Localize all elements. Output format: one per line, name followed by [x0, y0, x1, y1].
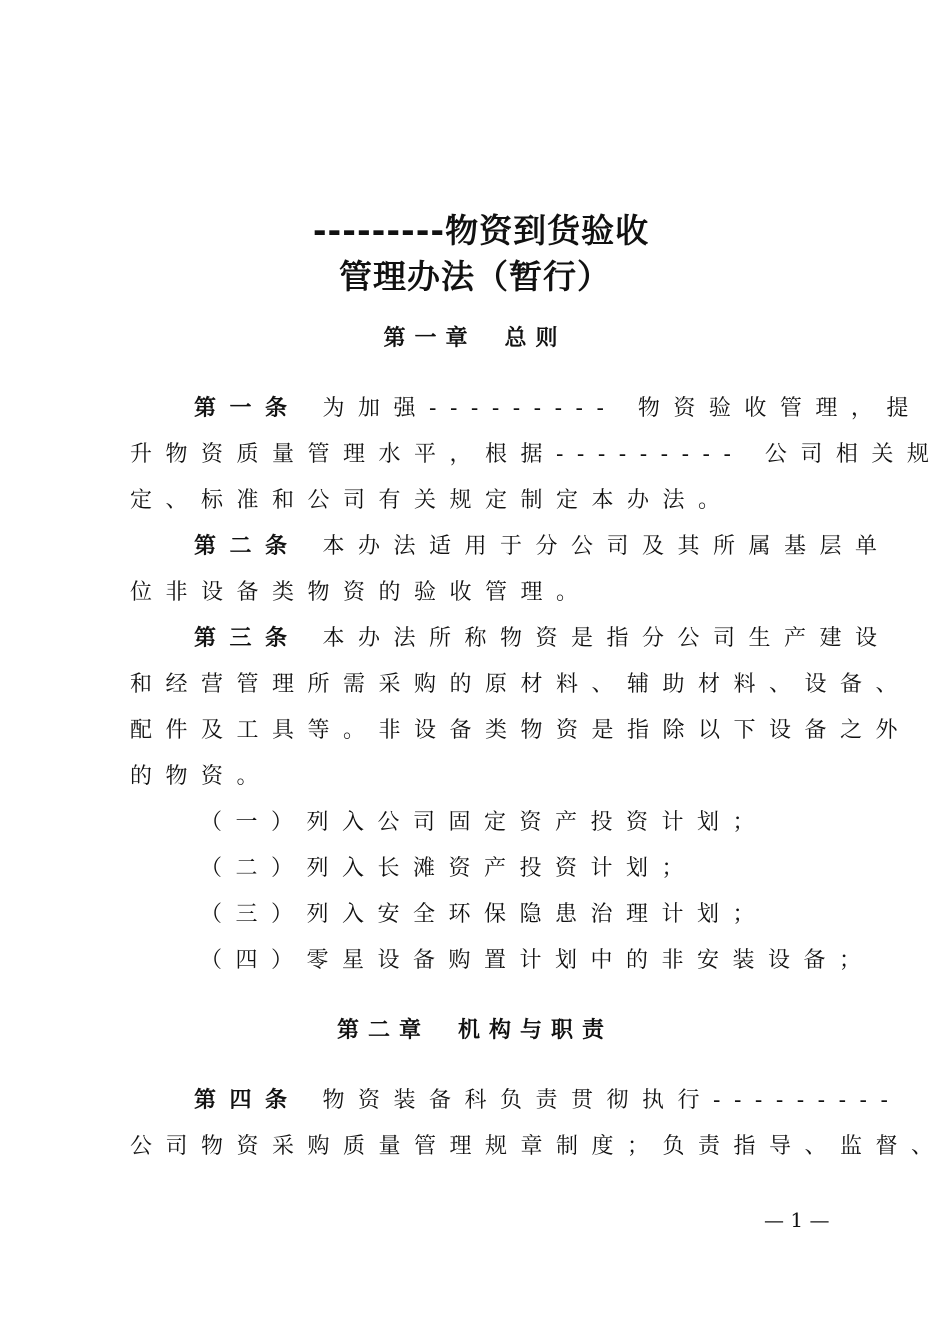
article-3-line-2: 和经营管理所需采购的原材料、辅助材料、设备、 — [130, 672, 912, 697]
article-2-text: 本办法适用于分公司及其所属基层单 — [322, 534, 891, 559]
article-2-label: 第二条 — [194, 534, 301, 559]
article-1-line-3: 定、标准和公司有关规定制定本办法。 — [130, 488, 734, 513]
chapter-1-number: 第一章 — [383, 326, 477, 351]
article-3-line-1 — [194, 624, 891, 654]
article-4-line-1 — [194, 1086, 902, 1116]
article-3-text: 本办法所称物资是指分公司生产建设 — [322, 626, 891, 651]
article-4-text: 物资装备科负责贯彻执行--------- — [322, 1088, 902, 1113]
chapter-1-heading — [0, 324, 950, 354]
article-1-line-1 — [194, 394, 922, 424]
article-3-label: 第三条 — [194, 626, 301, 651]
article-3-line-3: 配件及工具等。非设备类物资是指除以下设备之外 — [130, 718, 912, 743]
article-3-item-1: （一）列入公司固定资产投资计划； — [200, 810, 769, 835]
article-3-item-2: （二）列入长滩资产投资计划； — [200, 856, 698, 881]
article-1-label: 第一条 — [194, 396, 301, 421]
article-3-item-4: （四）零星设备购置计划中的非安装设备； — [200, 948, 875, 973]
chapter-2-name: 机构与职责 — [458, 1018, 614, 1043]
document-title-line-1: ---------物资到货验收 — [312, 211, 650, 250]
chapter-2-number: 第二章 — [336, 1018, 430, 1043]
article-3-line-4: 的物资。 — [130, 764, 273, 789]
article-1-line-2: 升物资质量管理水平，根据--------- 公司相关规 — [130, 442, 943, 467]
chapter-2-heading — [0, 1016, 950, 1046]
article-3-item-3: （三）列入安全环保隐患治理计划； — [200, 902, 769, 927]
chapter-1-name: 总则 — [504, 326, 567, 351]
article-4-line-2: 公司物资采购质量管理规章制度；负责指导、监督、 — [130, 1134, 947, 1159]
article-2-line-1 — [194, 532, 891, 562]
page-number: — 1 — — [764, 1208, 830, 1232]
document-title-line-2: 管理办法（暂行） — [339, 257, 611, 296]
article-2-line-2: 位非设备类物资的验收管理。 — [130, 580, 592, 605]
article-1-text: 为加强--------- 物资验收管理，提 — [322, 396, 922, 421]
article-4-label: 第四条 — [194, 1088, 301, 1113]
